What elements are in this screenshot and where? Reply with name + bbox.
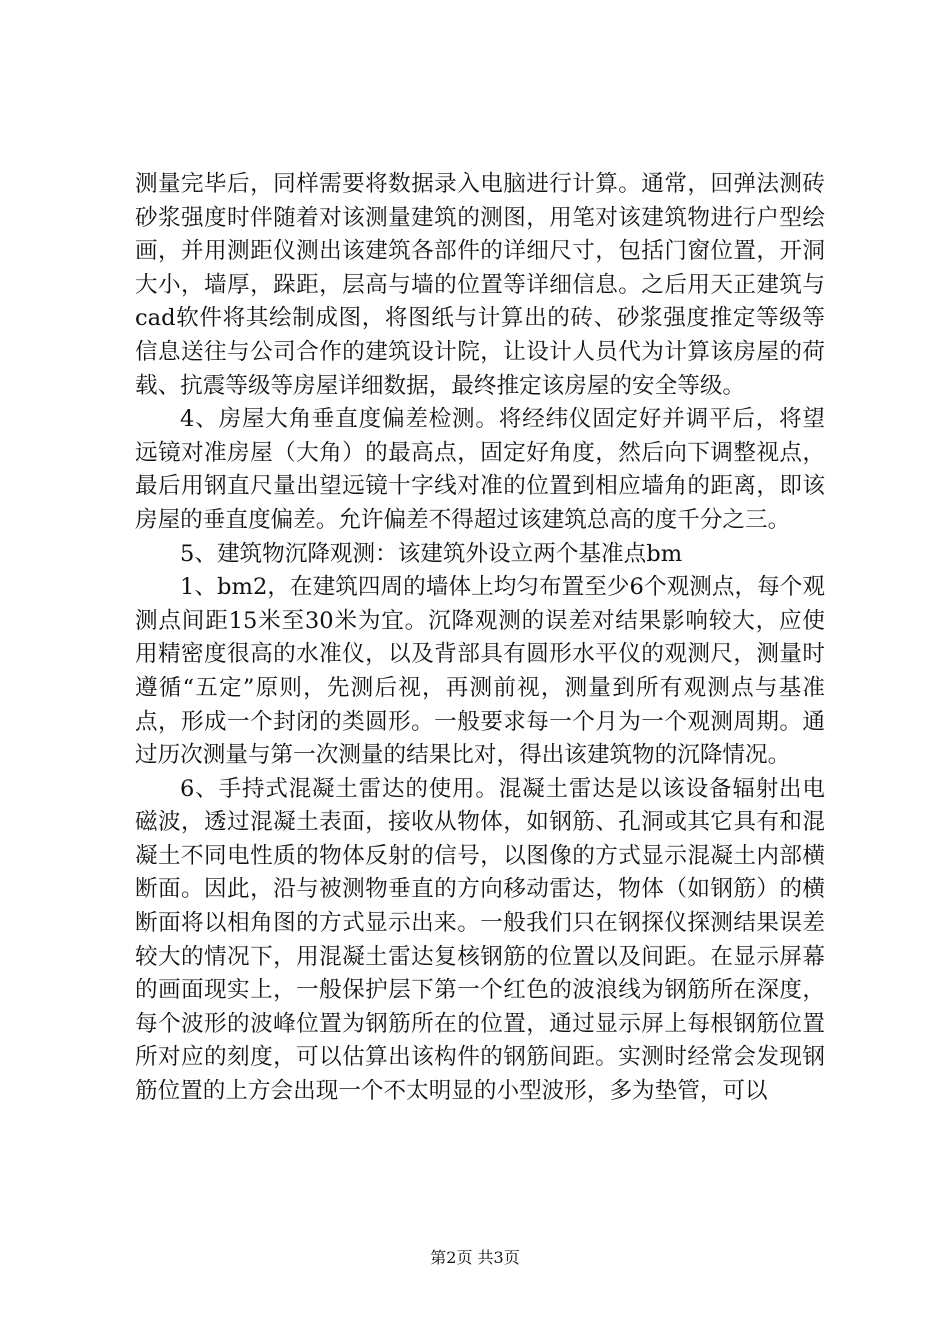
body-text [135, 168, 825, 1109]
page-footer [0, 1248, 950, 1268]
paragraph-2: 4、房屋大角垂直度偏差检测。将经纬仪固定好并调平后，将望远镜对准房屋（大角）的最高点，固定好角度，然后向下调整视点，最后用钢直尺量出望远镜十字线对准的位置到相应墙角的距离，即该房屋的垂直度偏差。允许偏差不得超过该建筑总高的度千分之三。 [135, 406, 825, 533]
paragraph-3: 5、建筑物沉降观测：该建筑外设立两个基准点bm [180, 540, 683, 567]
paragraph-4: 1、bm2，在建筑四周的墙体上均匀布置至少6个观测点，每个观测点间距15米至30米为宜。沉降观测的误差对结果影响较大，应使用精密度很高的水准仪，以及背部具有圆形水平仪的观测尺，测量时遵循“五定”原则，先测后视，再测前视，测量到所有观测点与基准点，形成一个封闭的类圆形。一般要求每一个月为一个观测周期。通过历次测量与第一次测量的结果比对，得出该建筑物的沉降情况。 [135, 574, 825, 769]
page-number-label: 第2页 共3页 [430, 1248, 520, 1267]
paragraph-1: 测量完毕后，同样需要将数据录入电脑进行计算。通常，回弹法测砖砂浆强度时伴随着对该测量建筑的测图，用笔对该建筑物进行户型绘画，并用测距仪测出该建筑各部件的详细尺寸，包括门窗位置，开洞大小，墙厚，跺距，层高与墙的位置等详细信息。之后用天正建筑与cad软件将其绘制成图，将图纸与计算出的砖、砂浆强度推定等级等信息送往与公司合作的建筑设计院，让设计人员代为计算该房屋的荷载、抗震等级等房屋详细数据，最终推定该房屋的安全等级。 [135, 171, 825, 399]
paragraph-5: 6、手持式混凝土雷达的使用。混凝土雷达是以该设备辐射出电磁波，透过混凝土表面，接收从物体，如钢筋、孔洞或其它具有和混凝土不同电性质的物体反射的信号，以图像的方式显示混凝土内部横断面。因此，沿与被测物垂直的方向移动雷达，物体（如钢筋）的横断面将以相角图的方式显示出来。一般我们只在钢探仪探测结果误差较大的情况下，用混凝土雷达复核钢筋的位置以及间距。在显示屏幕的画面现实上，一般保护层下第一个红色的波浪线为钢筋所在深度，每个波形的波峰位置为钢筋所在的位置，通过显示屏上每根钢筋位置所对应的刻度，可以估算出该构件的钢筋间距。实测时经常会发现钢筋位置的上方会出现一个不太明显的小型波形，多为垫管，可以 [135, 775, 825, 1105]
